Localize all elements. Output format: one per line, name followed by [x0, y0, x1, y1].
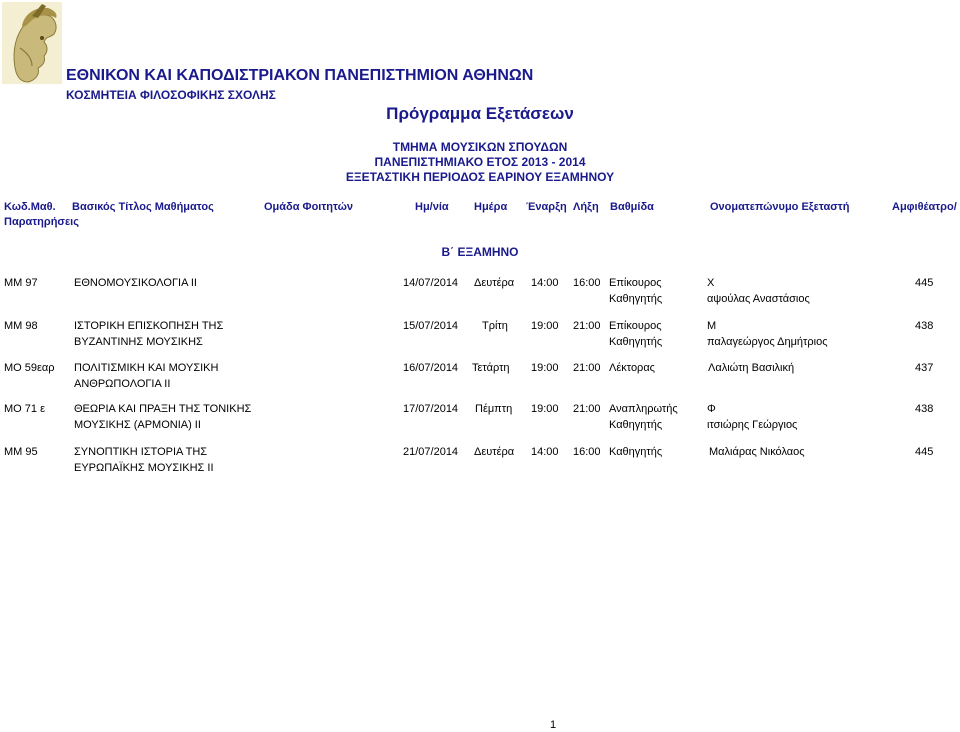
row-code: ΜΟ 71 ε: [4, 403, 45, 415]
row-start: 14:00: [531, 446, 559, 458]
semester-heading: Β΄ ΕΞΑΜΗΝΟ: [441, 245, 519, 259]
row-rank: Αναπληρωτής Καθηγητής: [609, 403, 678, 431]
row-day: Τρίτη: [482, 320, 508, 332]
row-start: 19:00: [531, 403, 559, 415]
col-date: Ημ/νία: [415, 201, 449, 213]
department-name: ΤΜΗΜΑ ΜΟΥΣΙΚΩΝ ΣΠΟΥΔΩΝ: [392, 140, 568, 154]
row-title: ΕΘΝΟΜΟΥΣΙΚΟΛΟΓΙΑ ΙΙ: [74, 277, 197, 289]
col-day: Ημέρα: [474, 201, 508, 213]
col-examiner: Ονοματεπώνυμο Εξεταστή: [710, 201, 850, 213]
row-day: Πέμπτη: [475, 403, 513, 415]
row-code: ΜΜ 95: [4, 446, 38, 458]
col-notes: Παρατηρήσεις: [4, 216, 79, 228]
row-end: 21:00: [573, 320, 601, 332]
row-day: Δευτέρα: [474, 277, 515, 289]
row-code: ΜΜ 97: [4, 277, 38, 289]
university-logo: [2, 2, 62, 84]
row-rank: Επίκουρος Καθηγητής: [609, 277, 663, 305]
row-room: 445: [915, 446, 934, 458]
row-room: 445: [915, 277, 934, 289]
row-examiner: Μαλιάρας Νικόλαος: [709, 446, 805, 458]
col-title: Βασικός Τίτλος Μαθήματος: [72, 201, 214, 213]
row-rank: Επίκουρος Καθηγητής: [609, 320, 663, 348]
col-end: Λήξη: [573, 201, 599, 213]
row-end: 21:00: [573, 403, 601, 415]
col-start: Έναρξη: [526, 201, 567, 213]
col-code: Κωδ.Μαθ.: [4, 201, 56, 213]
row-start: 19:00: [531, 320, 559, 332]
row-room: 437: [915, 362, 934, 374]
row-examiner: Χ αψούλας Αναστάσιος: [707, 277, 810, 305]
row-rank: Λέκτορας: [609, 362, 655, 374]
col-room: Αμφιθέατρο/: [892, 201, 957, 213]
row-date: 16/07/2014: [403, 362, 459, 374]
row-title: ΙΣΤΟΡΙΚΗ ΕΠΙΣΚΟΠΗΣΗ ΤΗΣ ΒΥΖΑΝΤΙΝΗΣ ΜΟΥΣΙΚΗΣ: [74, 320, 224, 348]
row-title: ΠΟΛΙΤΙΣΜΙΚΗ ΚΑΙ ΜΟΥΣΙΚΗ ΑΝΘΡΩΠΟΛΟΓΙΑ ΙΙ: [74, 362, 219, 390]
row-day: Δευτέρα: [474, 446, 515, 458]
row-title: ΣΥΝΟΠΤΙΚΗ ΙΣΤΟΡΙΑ ΤΗΣ ΕΥΡΩΠΑΪΚΗΣ ΜΟΥΣΙΚΗΣ ΙΙ: [74, 446, 214, 474]
col-rank: Βαθμίδα: [610, 201, 654, 213]
row-examiner: Μ παλαγεώργος Δημήτριος: [707, 320, 828, 348]
row-end: 21:00: [573, 362, 601, 374]
row-room: 438: [915, 403, 934, 415]
row-rank: Καθηγητής: [609, 446, 663, 458]
row-room: 438: [915, 320, 934, 332]
page-title: Πρόγραμμα Εξετάσεων: [386, 104, 574, 123]
academic-year: ΠΑΝΕΠΙΣΤΗΜΙΑΚΟ ΕΤΟΣ 2013 - 2014: [374, 155, 586, 169]
row-title: ΘΕΩΡΙΑ ΚΑΙ ΠΡΑΞΗ ΤΗΣ ΤΟΝΙΚΗΣ ΜΟΥΣΙΚΗΣ (ΑΡΜΟΝΙΑ) ΙΙ: [74, 403, 252, 431]
row-examiner: Φ ιτσιώρης Γεώργιος: [707, 403, 798, 431]
row-start: 14:00: [531, 277, 559, 289]
row-start: 19:00: [531, 362, 559, 374]
row-end: 16:00: [573, 277, 601, 289]
row-day: Τετάρτη: [472, 362, 510, 374]
row-date: 14/07/2014: [403, 277, 459, 289]
row-examiner: Λαλιώτη Βασιλική: [708, 362, 795, 374]
university-name: ΕΘΝΙΚΟΝ ΚΑΙ ΚΑΠΟΔΙΣΤΡΙΑΚΟΝ ΠΑΝΕΠΙΣΤΗΜΙΟΝ ΑΘΗΝΩΝ: [66, 67, 534, 84]
exam-period: ΕΞΕΤΑΣΤΙΚΗ ΠΕΡΙΟΔΟΣ ΕΑΡΙΝΟΥ ΕΞΑΜΗΝΟΥ: [345, 170, 615, 184]
col-group: Ομάδα Φοιτητών: [264, 201, 353, 213]
row-date: 17/07/2014: [403, 403, 459, 415]
school-name: ΚΟΣΜΗΤΕΙΑ ΦΙΛΟΣΟΦΙΚΗΣ ΣΧΟΛΗΣ: [66, 88, 276, 102]
row-code: ΜΜ 98: [4, 320, 38, 332]
row-end: 16:00: [573, 446, 601, 458]
row-code: ΜΟ 59εαρ: [4, 362, 55, 374]
row-date: 15/07/2014: [403, 320, 459, 332]
page-number: 1: [550, 719, 557, 731]
row-date: 21/07/2014: [403, 446, 459, 458]
